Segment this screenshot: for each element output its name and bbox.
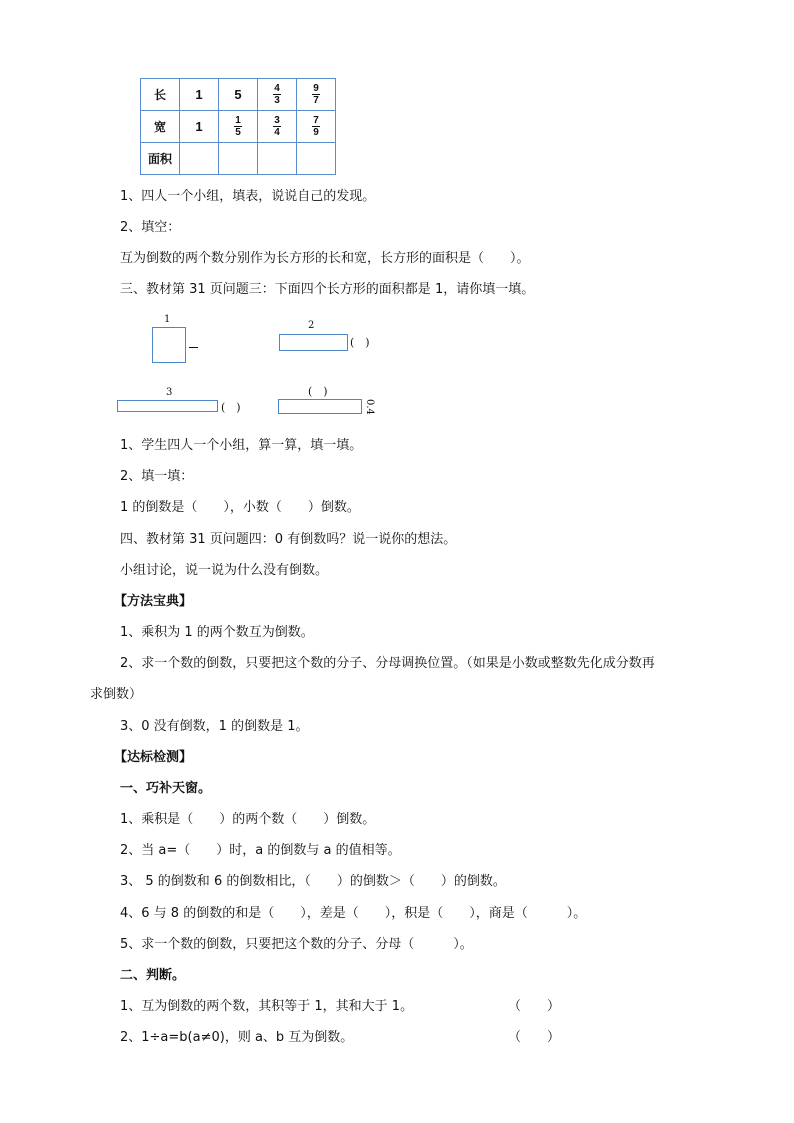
table-cell [219,111,258,143]
table-row [141,79,336,111]
rect-4 [278,399,362,414]
section-heading: 【达标检测】 [114,750,193,765]
text-line: 1、互为倒数的两个数，其积等于 1，其和大于 1。 [120,999,414,1014]
table-row [141,111,336,143]
text-line: 互为倒数的两个数分别作为长方形的长和宽，长方形的面积是（ ）。 [120,251,530,266]
text-line: 四、教材第 31 页问题四：0 有倒数吗？说一说你的想法。 [120,532,457,547]
text-line: 3、0 没有倒数，1 的倒数是 1。 [120,719,309,734]
table-cell: 1 [180,79,219,111]
table-cell [258,79,297,111]
text-line: 三、教材第 31 页问题三：下面四个长方形的面积都是 1，请你填一填。 [120,282,535,297]
numerator: 1 [235,115,241,126]
table-cell [297,79,336,111]
fraction [234,115,242,138]
table-cell [297,143,336,175]
text-line: 2、当 a=（ ）时，a 的倒数与 a 的值相等。 [120,843,401,858]
rect-3 [117,400,218,412]
text-line: 求倒数） [90,687,143,702]
rect3-top-label: 3 [166,387,173,398]
numerator: 9 [313,83,319,94]
table-row [141,143,336,175]
text-line: 1、学生四人一个小组，算一算，填一填。 [120,438,363,453]
rect2-paren: ( ) [350,336,370,349]
text-line: 5、求一个数的倒数，只要把这个数的分子、分母（ ）。 [120,937,473,952]
rect2-top-label: 2 [308,320,315,331]
fraction [312,115,320,138]
text-line: 1、乘积为 1 的两个数互为倒数。 [120,625,314,640]
text-line: 1、乘积是（ ）的两个数（ ）倒数。 [120,812,376,827]
table-cell: 1 [180,111,219,143]
rect4-top-paren: ( ) [308,385,328,398]
table-cell: 5 [219,79,258,111]
denominator: 7 [313,95,319,106]
row-header: 宽 [141,111,180,143]
table-cell [297,111,336,143]
fraction [273,83,281,106]
row-header: 面积 [141,143,180,175]
length-width-area-table [140,78,336,175]
row-header: 长 [141,79,180,111]
denominator: 9 [313,127,319,138]
section-heading: 【方法宝典】 [114,594,193,609]
denominator: 4 [274,127,280,138]
answer-paren: （ ） [508,1030,561,1045]
rect1-top-label: 1 [164,314,171,325]
numerator: 4 [274,83,280,94]
rect4-side-label: 0.4 [364,399,375,415]
table-cell [180,143,219,175]
section-heading: 二、判断。 [120,968,186,983]
text-line: 小组讨论，说一说为什么没有倒数。 [120,563,329,578]
numerator: 3 [274,115,280,126]
text-line: 2、填空： [120,220,181,235]
text-line: 2、填一填： [120,469,194,484]
text-line: 4、6 与 8 的倒数的和是（ ），差是（ ），积是（ ），商是（ ）。 [120,906,587,921]
rect-2 [279,334,348,351]
text-line: 1 的倒数是（ ），小数（ ）倒数。 [120,500,360,515]
table-cell [258,111,297,143]
answer-paren: （ ） [508,999,561,1014]
section-heading: 一、巧补天窗。 [120,781,212,796]
text-line: 2、1÷a=b(a≠0)，则 a、b 互为倒数。 [120,1030,354,1045]
text-line: 3、 5 的倒数和 6 的倒数相比，（ ）的倒数＞（ ）的倒数。 [120,874,506,889]
blank-line [189,347,198,348]
text-line: 1、四人一个小组，填表，说说自己的发现。 [120,189,376,204]
fraction [273,115,281,138]
denominator: 3 [274,95,280,106]
numerator: 7 [313,115,319,126]
square-rect-1 [152,327,186,363]
rect3-paren: ( ) [221,401,241,414]
text-line: 2、求一个数的倒数，只要把这个数的分子、分母调换位置。（如果是小数或整数先化成分数再 [120,656,655,671]
fraction [312,83,320,106]
table-cell [219,143,258,175]
table-cell [258,143,297,175]
denominator: 5 [235,127,241,138]
